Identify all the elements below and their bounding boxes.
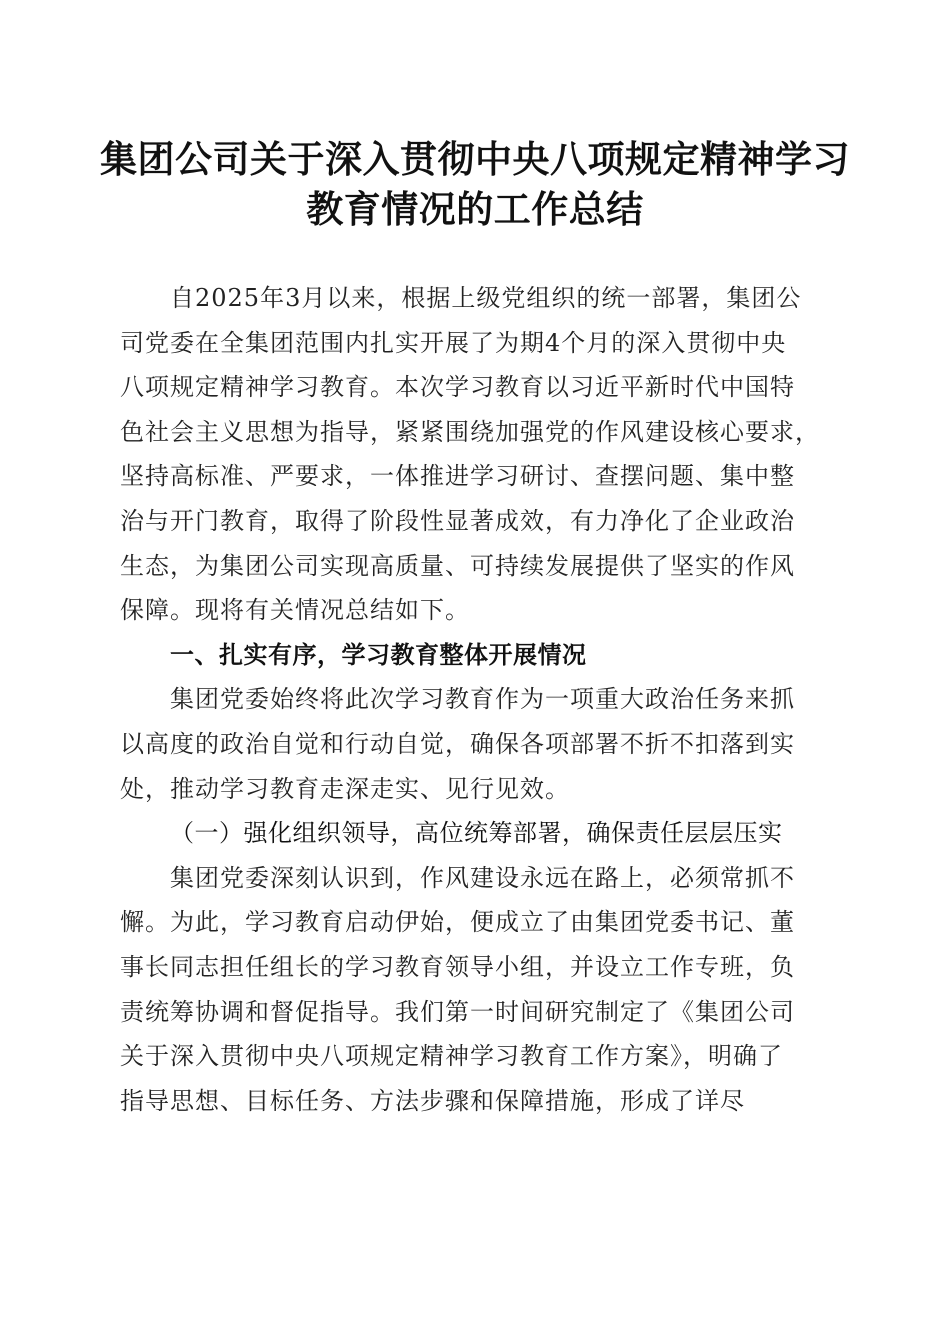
paragraph-line: 司党委在全集团范围内扎实开展了为期4个月的深入贯彻中央	[120, 328, 787, 357]
paragraph-line: 坚持高标准、严要求，一体推进学习研讨、查摆问题、集中整	[120, 462, 795, 491]
paragraph-line: 保障。现将有关情况总结如下。	[120, 596, 470, 625]
paragraph-line: 指导思想、目标任务、方法步骤和保障措施，形成了详尽	[120, 1086, 745, 1115]
section-heading-1: 一、扎实有序，学习教育整体开展情况	[170, 640, 587, 669]
paragraph-line: 治与开门教育，取得了阶段性显著成效，有力净化了企业政治	[120, 506, 795, 535]
paragraph-line: 集团党委深刻认识到，作风建设永远在路上，必须常抓不	[170, 863, 795, 892]
paragraph-line: 色社会主义思想为指导，紧紧围绕加强党的作风建设核心要求，	[120, 417, 820, 446]
paragraph-line: 生态，为集团公司实现高质量、可持续发展提供了坚实的作风	[120, 551, 795, 580]
paragraph-line: 关于深入贯彻中央八项规定精神学习教育工作方案》，明确了	[120, 1042, 783, 1071]
title-line-1: 集团公司关于深入贯彻中央八项规定精神学习	[100, 137, 850, 181]
title-line-2: 教育情况的工作总结	[306, 187, 644, 231]
paragraph-line: 集团党委始终将此次学习教育作为一项重大政治任务来抓	[170, 685, 795, 714]
paragraph-line: 懈。为此，学习教育启动伊始，便成立了由集团党委书记、董	[120, 908, 795, 937]
paragraph-line: 自2025年3月以来，根据上级党组织的统一部署，集团公	[170, 284, 802, 312]
paragraph-line: 八项规定精神学习教育。本次学习教育以习近平新时代中国特	[120, 373, 795, 402]
document-title	[100, 134, 850, 234]
document-body	[120, 276, 832, 1123]
paragraph-line: 责统筹协调和督促指导。我们第一时间研究制定了《集团公司	[120, 997, 795, 1026]
paragraph-line: 处，推动学习教育走深走实、见行见效。	[120, 774, 570, 803]
paragraph-line: 事长同志担任组长的学习教育领导小组，并设立工作专班，负	[120, 952, 795, 981]
section-heading-2: （一）强化组织领导，高位统筹部署，确保责任层层压实	[170, 819, 783, 848]
paragraph-line: 以高度的政治自觉和行动自觉，确保各项部署不折不扣落到实	[120, 729, 795, 758]
